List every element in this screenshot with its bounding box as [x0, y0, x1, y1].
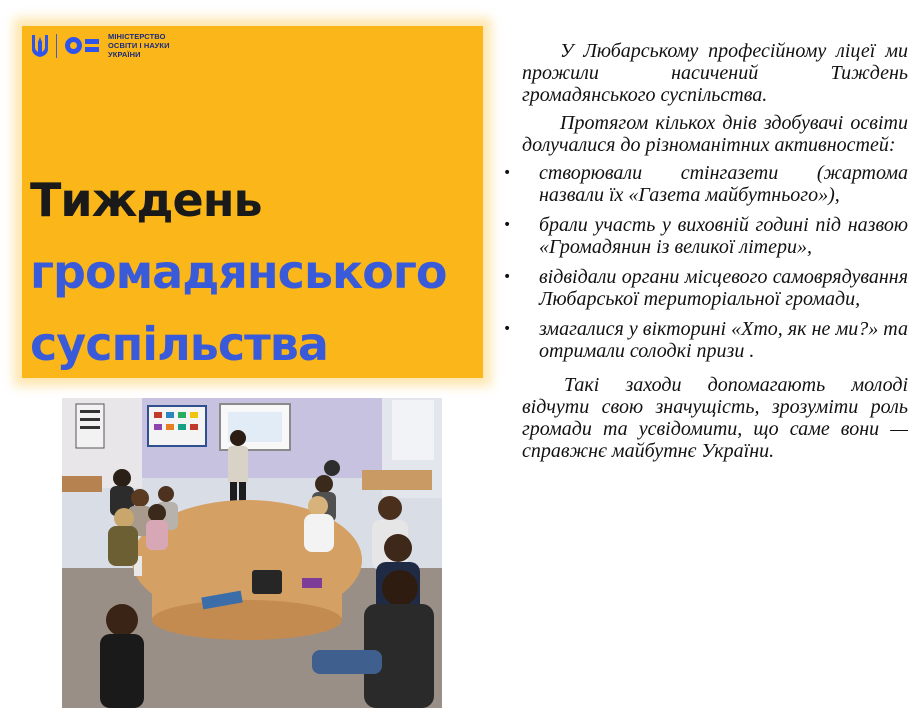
- article-text: [522, 40, 908, 468]
- trident-icon: [30, 33, 50, 59]
- ministry-logo: [30, 32, 170, 59]
- intro-paragraph: У Любарському професійному ліцеї ми прожили насичений Тиждень громадянського суспільства.: [522, 40, 908, 106]
- event-banner: [22, 26, 483, 378]
- list-item: • змагалися у вікторині «Хто, як не ми?» та отримали солодкі призи .: [539, 318, 908, 362]
- activities-list: [522, 162, 908, 362]
- banner-title-line: громадянського: [30, 245, 447, 299]
- banner-title-line: суспільства: [30, 317, 328, 371]
- logo-divider: [56, 34, 57, 58]
- classroom-photo-icon: [62, 398, 442, 708]
- lead-paragraph: Протягом кількох днів здобувачі освіти долучалися до різноманітних активностей:: [522, 112, 908, 156]
- ministry-name-line: ОСВІТИ І НАУКИ: [108, 41, 170, 50]
- banner-title-line: Тиждень: [30, 173, 262, 227]
- banner-title: [30, 164, 447, 380]
- list-item: • створювали стінгазети (жартома назвали їх «Газета майбутнього»),: [539, 162, 908, 206]
- list-item: • відвідали органи місцевого самоврядування Любарської територіальної громади,: [539, 266, 908, 310]
- ministry-name: [108, 32, 170, 59]
- ministry-name-line: МІНІСТЕРСТВО: [108, 32, 166, 41]
- conclusion-paragraph: Такі заходи допомагають молоді відчути свою значущість, зрозуміти роль громади та усвідомити, що саме вони — справжнє майбутнє України.: [522, 374, 908, 462]
- ministry-name-line: УКРАЇНИ: [108, 50, 141, 59]
- list-item: • брали участь у виховній годині під назвою «Громадянин із великої літери»,: [539, 214, 908, 258]
- mon-logo-icon: [65, 37, 99, 54]
- classroom-photo: [62, 398, 442, 708]
